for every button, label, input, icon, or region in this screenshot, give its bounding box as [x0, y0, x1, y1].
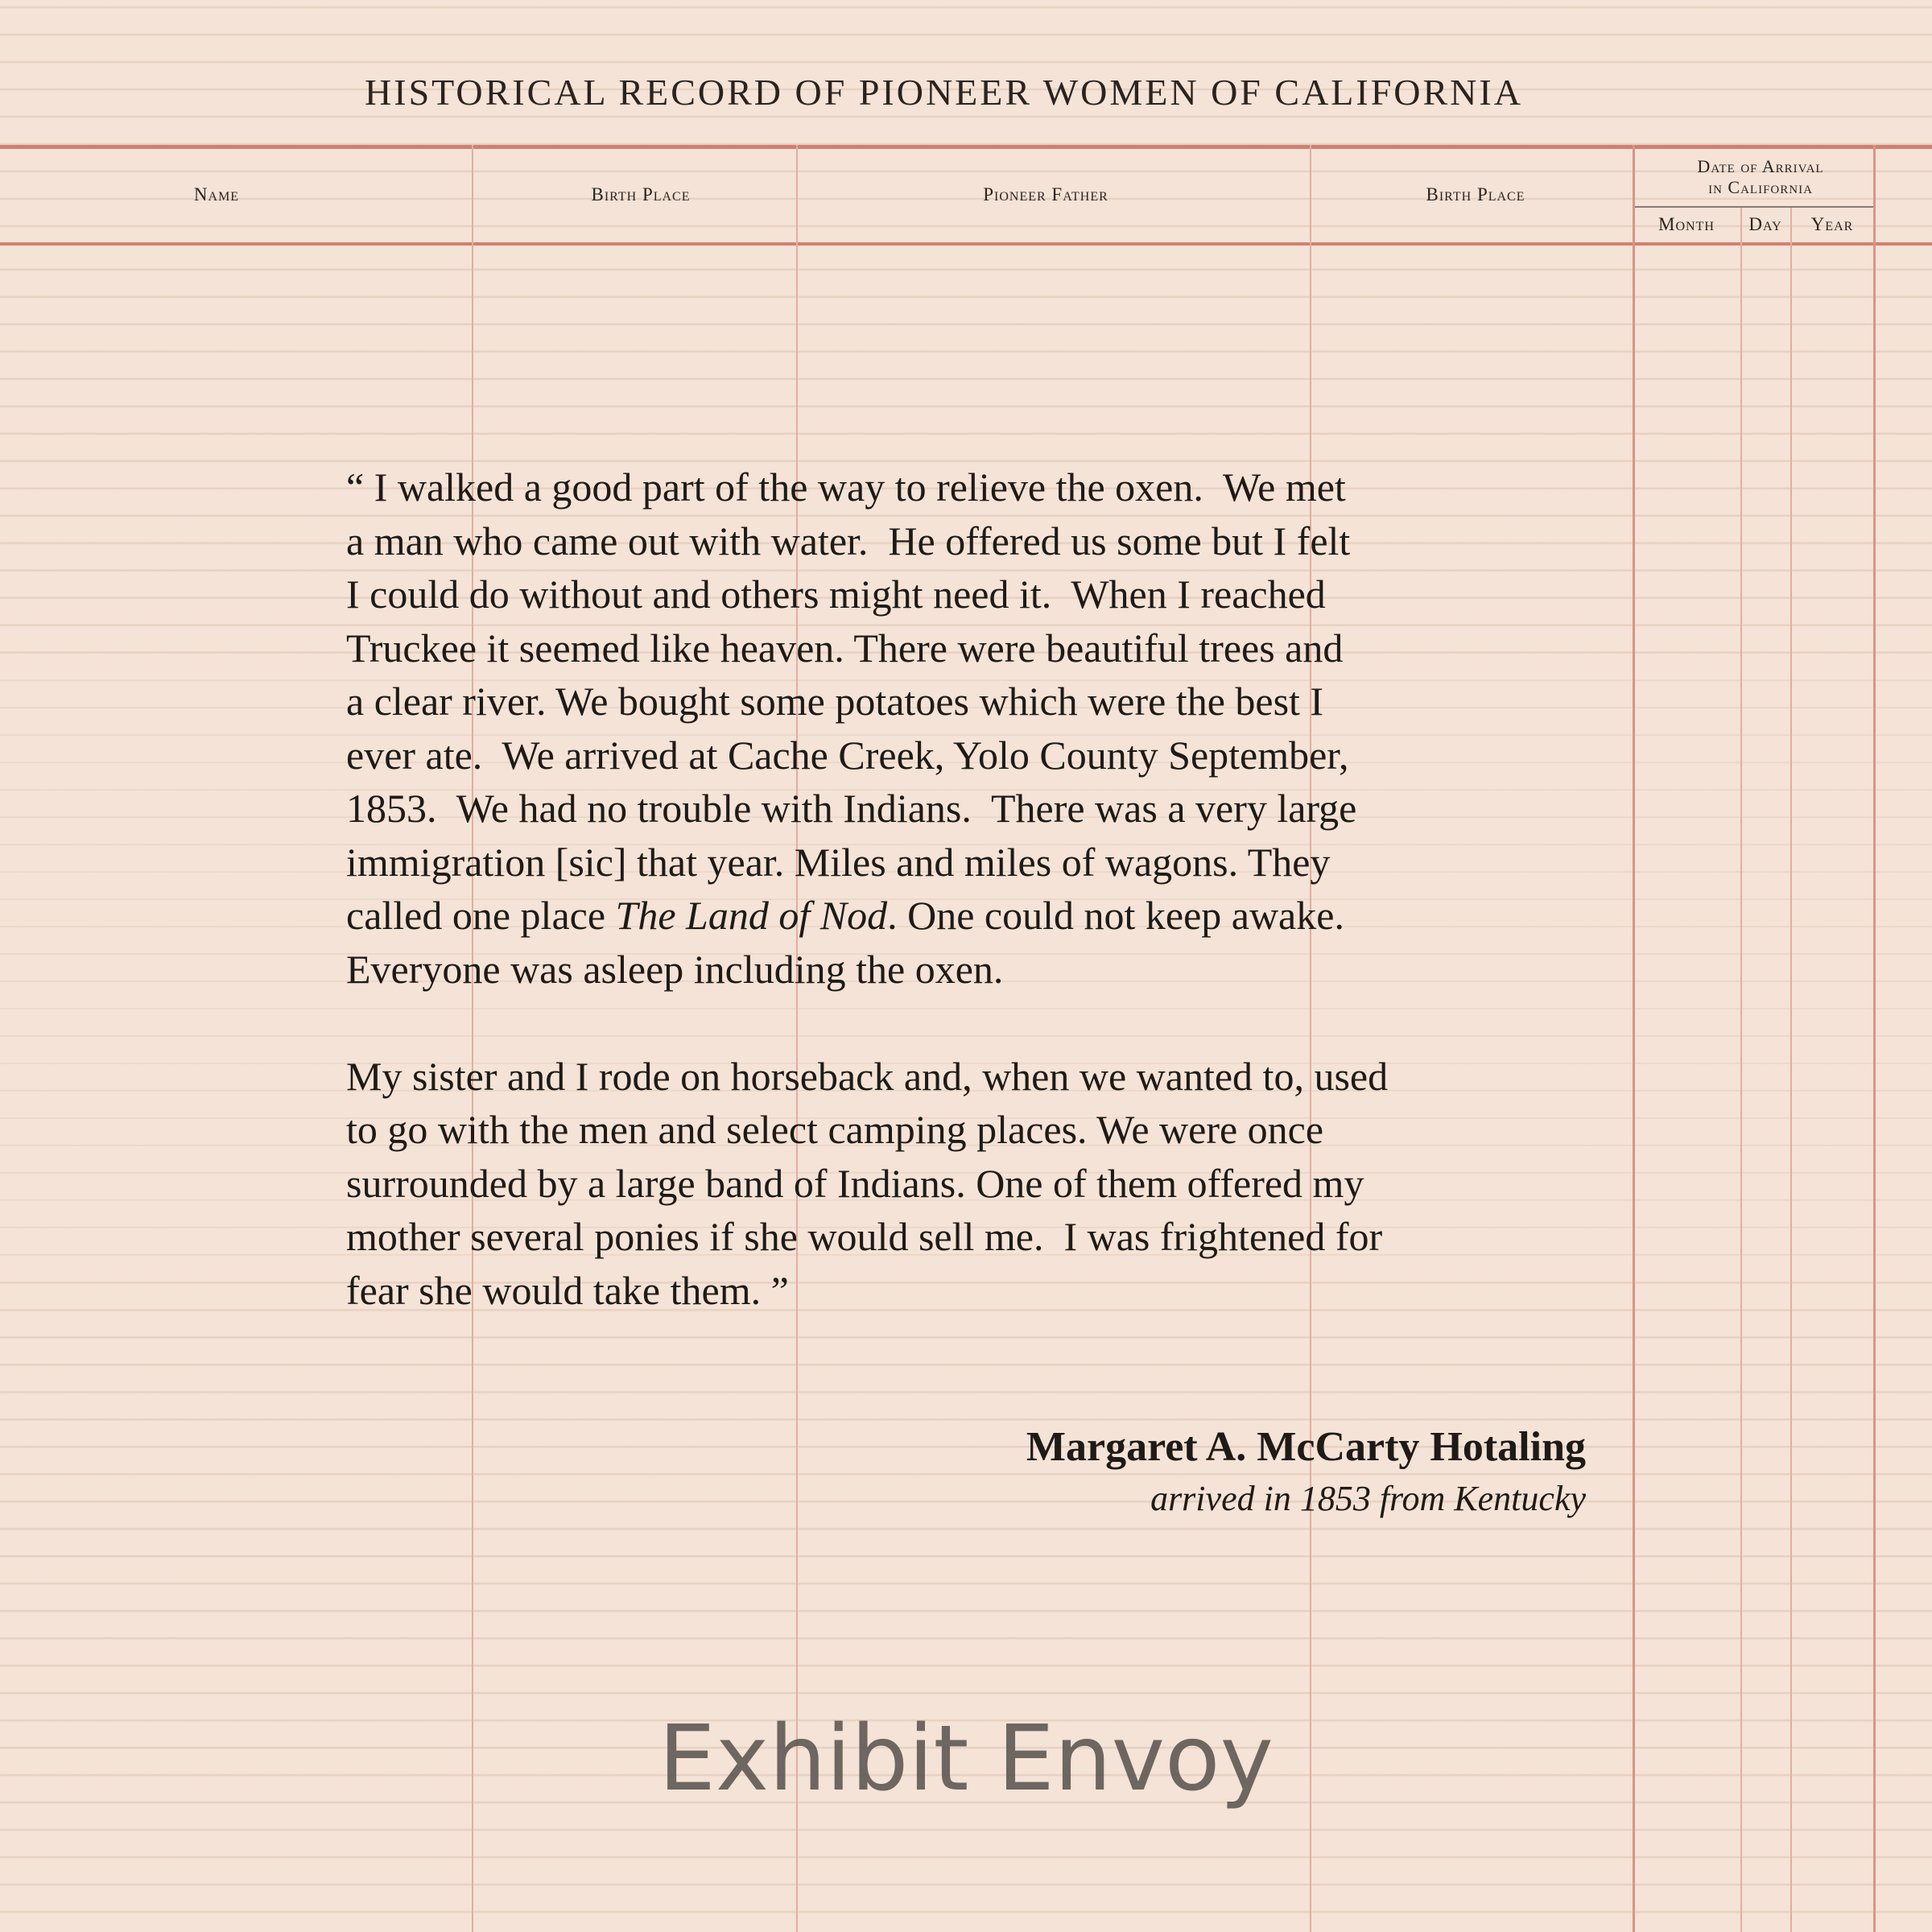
- header-top-rule: [0, 145, 1932, 149]
- quote-line: 1853. We had no trouble with Indians. There was a very large: [346, 786, 1357, 831]
- column-header-in-california: in California: [1708, 177, 1813, 197]
- column-header-day: Day: [1748, 214, 1782, 234]
- quote-line: Truckee it seemed like heaven. There were beautiful trees and: [346, 625, 1344, 671]
- quote-italic-place-name: The Land of Nod: [615, 893, 888, 938]
- quote-line: I could do without and others might need it. When I reached: [346, 572, 1326, 617]
- column-header-name: Name: [193, 184, 240, 204]
- column-header-month: Month: [1658, 214, 1715, 234]
- quote-line: “ I walked a good part of the way to relieve the oxen. We met: [346, 464, 1346, 510]
- column-header-birth-place: Birth Place: [591, 184, 691, 204]
- pioneer-quote: [346, 460, 1594, 1317]
- quote-text: called one place: [346, 893, 616, 938]
- watermark-text: Exhibit Envoy: [658, 1707, 1274, 1811]
- quote-line: immigration [sic] that year. Miles and miles of wagons. They: [346, 839, 1331, 885]
- quote-line: a clear river. We bought some potatoes which were the best I: [346, 679, 1324, 724]
- column-divider: [1790, 208, 1792, 1932]
- column-divider: [1633, 145, 1635, 1932]
- column-header-year: Year: [1810, 214, 1854, 234]
- column-header-father-birth-place: Birth Place: [1426, 184, 1525, 204]
- header-bottom-rule: [0, 242, 1932, 246]
- quote-line: Everyone was asleep including the oxen.: [346, 946, 1004, 992]
- page-title: HISTORICAL RECORD OF PIONEER WOMEN OF CALIFORNIA: [365, 72, 1523, 113]
- quote-line: mother several ponies if she would sell me. I was frightened for: [346, 1214, 1383, 1259]
- attribution-name: Margaret A. McCarty Hotaling: [1026, 1424, 1586, 1470]
- date-subheader-rule: [1633, 206, 1875, 208]
- quote-line: My sister and I rode on horseback and, when we wanted to, used: [346, 1053, 1389, 1099]
- column-divider: [1873, 145, 1876, 1932]
- attribution-detail: arrived in 1853 from Kentucky: [1150, 1479, 1586, 1518]
- quote-line: to go with the men and select camping places. We were once: [346, 1107, 1324, 1152]
- quote-text: . One could not keep awake.: [887, 893, 1344, 938]
- quote-line: ever ate. We arrived at Cache Creek, Yolo County September,: [346, 732, 1349, 778]
- column-divider: [1740, 208, 1742, 1932]
- quote-line: [346, 889, 1594, 943]
- column-header-pioneer-father: Pioneer Father: [983, 184, 1108, 204]
- quote-line: fear she would take them. ”: [346, 1267, 789, 1313]
- quote-line: surrounded by a large band of Indians. One of them offered my: [346, 1160, 1364, 1206]
- quote-line: a man who came out with water. He offered us some but I felt: [346, 518, 1351, 564]
- column-header-date-of-arrival: Date of Arrival: [1697, 156, 1824, 176]
